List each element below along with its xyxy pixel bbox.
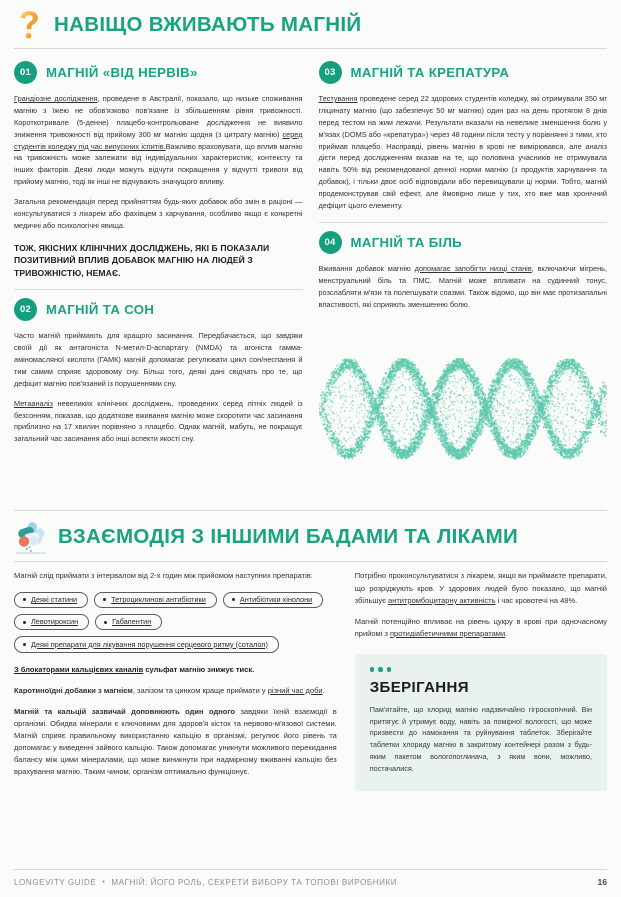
section-03-paragraph-1: Тестування проведене серед 22 здорових студентів коледжу, які отримували 350 мг гліцинату магнію (що забезпечує 50 мг магнію) один раз на день протягом 8 днів перед тестом на жим лежачи. Результати вказали на невелике зменшення болю у м'язах (DOMS або «крепатура») через 48 години після тесту у порівнянні з тими, хто приймав плацебо. Насправді, рівень магнію в крові не вимірювався, але аналіз дієти перед дослідженням вказав на те, що половина учасників не отримувала навіть 50% від рекомендованої денної норми магнію (з продуктів харчування та добавок), і тільки двоє осіб відповідали або перевищували ці норми. Тобто, магній продемонстрував свій ефект, але ймовірно лише у тих, хто вже мав хронічний дефіцит цього елементу. [318,94,607,211]
list-item[interactable] [223,592,323,608]
right-paragraph-2: Магній потенційно впливає на рівень цукру в крові при одночасному прийомі з протидіабетичними препаратами. [354,616,607,639]
section-title: МАГНІЙ «ВІД НЕРВІВ» [46,64,198,80]
interactions-right-column [355,570,607,790]
interactions-title: ВЗАЄМОДІЯ З ІНШИМИ БАДАМИ ТА ЛІКАМИ [58,525,518,549]
chip-label: Деякі статини [31,595,78,605]
dna-helix-illustration [319,324,608,492]
note-rest-part: сульфат магнію знижує тиск. [143,664,255,674]
section-02-paragraph-1: Часто магній приймають для кращого засинання. Передбачається, що завдяки своїй дії як антагоніста N-метил-D-аспартату (NMDA) та агоніста гамма-аміномасляної кислоти (ГАМК) магній допомагає регулювати цикл сон/неспання й тим самим сприяє здоровому сну. Більш того, деякі дані свідчать про те, що дефіцит магнію пов'язаний із порушеннями сну. [14,331,303,388]
note-calcium-blockers [14,664,337,676]
bullet-dot [104,621,107,624]
section-04-paragraph-1: Вживання добавок магнію допомагає запобігти низці станів, включаючи мігрень, менструальний біль та ПМС. Магній може впливати на судинний тонус, розслабляти м'язи та полегшувати спазми. Також відомо, що він має протизапальні властивості, які сприяють зменшенню болю. [318,263,607,309]
column-right [319,55,608,492]
footer-divider [14,869,607,870]
lower-columns [0,562,621,790]
bullet-dot [232,598,235,601]
section-number-badge: 01 [14,61,37,84]
right-paragraph-1: Потрібно проконсультуватися з лікарем, якщо ви приймаєте препарати, що розріджують кров. У здорових людей було показано, що магній збільшує антитромбоцитарну активність і час кровотечі на 48%. [354,571,607,605]
storage-card [355,654,607,791]
footer-brand: LONGEVITY GUIDE [14,878,97,887]
column-divider [319,222,608,223]
footer-subtitle: МАГНІЙ: ЙОГО РОЛЬ, СЕКРЕТИ ВИБОРУ ТА ТОПОВІ ВИРОБНИКИ [111,878,398,887]
section-title: МАГНІЙ ТА КРЕПАТУРА [350,64,510,80]
section-banner-interactions [0,511,621,561]
column-divider [14,289,303,290]
list-item[interactable] [14,592,88,608]
note-carotenoid: Каротиноїдні добавки з магнієм, залізом та цинком краще приймати у різний час доби. [14,685,325,695]
three-dots-icon [370,667,592,672]
question-mark-icon [14,8,44,42]
note-bold-part: Магній та кальцій зазвичай доповнюють один одного [14,706,235,716]
bullet-dot [23,643,26,646]
list-item[interactable] [14,636,279,652]
bullet-dot [23,621,26,624]
section-banner-why-magnesium [0,0,621,48]
section-title: МАГНІЙ ТА БІЛЬ [350,234,463,250]
section-number-badge: 04 [319,231,342,254]
upper-columns [0,49,621,492]
note-bold-part: Каротиноїдні добавки з магнієм [14,685,133,695]
section-title: МАГНІЙ ТА СОН [46,302,155,318]
footer-left [14,878,397,887]
section-header-01 [14,61,303,84]
storage-title: ЗБЕРІГАННЯ [369,678,469,696]
storage-body: Пам'ятайте, що хлорид магнію надзвичайно гігроскопічний. Він притягує й утримує воду, навіть за помірної вологості, що може призвести до намокання та руйнування таблеток. Зберігайте таблетки хлориду магнію в закритому контейнері разом з будь-яким пакетом вологопоглинача, з яким вони, можливо, постачалися. [369,704,592,774]
chip-label: Левотироксин [31,617,79,627]
note-calcium [14,706,337,779]
chip-label: Антибіотики хінолони [239,595,313,605]
section-01-statement: ТОЖ, ЯКІСНИХ КЛІНІЧНИХ ДОСЛІДЖЕНЬ, ЯКІ Б ПОКАЗАЛИ ПОЗИТИВНИЙ ВПЛИВ ДОБАВОК МАГНІЮ НА ЛЮДЕЙ З ТРИВОЖНІСТЮ, НЕМАЄ. [14,242,270,278]
section-02-paragraph-2: Метааналіз невеликих клінічних досліджень, проведених серед літніх людей із безсонням, показав, що додаткове вживання магнію може скоротити час засинання приблизно на 17 хвилин порівняно з плацебо. Однак магній, мабуть, не покращує загальний час засинання або інші аспекти якості сну. [14,398,303,444]
page-footer [14,869,607,887]
section-number-badge: 03 [319,61,342,84]
chip-label: Деякі препарати для лікування порушення серцевого ритму (соталол) [31,639,268,649]
interactions-left-column [14,570,337,787]
list-item[interactable] [95,614,162,630]
list-item[interactable] [14,614,89,630]
section-number-badge: 02 [14,298,37,321]
note-rest-part: завдяки їхній взаємодії в організмі. Обидва мінерали є ключовими для здоров'я кісток та нервово-м'язової системи. Магній сприяє правильному використанню кальцію в організмі, регулює його рівень та допомагає у виведенні зайвого кальцію. Також допомагає уникнути можливого перекидання балансу між цими мінералами, що може виникнути при надмірному вживанні кальцію без врахування магнію. Таким чином, організм оптимально функціонує. [14,706,337,777]
footer-separator: • [102,879,106,886]
chip-label: Тетроциклинові антибіотики [111,595,206,605]
section-header-02 [14,298,303,321]
chip-label: Габапентин [112,617,152,627]
section-header-03 [319,61,608,84]
section-header-04 [319,231,608,254]
interactions-intro: Магній слід приймати з інтервалом від 2-х годин між прийомом наступних препаратів: [14,571,313,581]
block-spacer [0,492,621,510]
bullet-dot [23,598,26,601]
list-item[interactable] [94,592,217,608]
page-title: НАВІЩО ВЖИВАЮТЬ МАГНІЙ [54,12,362,36]
bullet-dot [103,598,106,601]
section-01-paragraph-1: Грандіозне дослідження, проведене в Австралії, показало, що низьке споживання магнію з їжею не обов'язково пов'язане із збільшенням рівня тривожності. Короткотривале (5-денне) плацебо-контрольоване дослідження не виявило зниження тривожності від прийому 300 мг магнію щодня (з цитрату магнію) серед студентів коледжу під час випускних іспитів.Важливо враховувати, що вплив магнію на тривожність може залежати від індивідуальних характеристик, контексту та інших факторів. Деякі люди можуть відчути покращення у відчутті тривоги від прийому магнію, тоді як інші не відчувають значущого впливу. [14,94,303,187]
drug-chip-list [14,592,337,653]
column-left [14,55,303,455]
note-bold-part: З блокаторами кальцієвих каналів [14,664,144,674]
section-01-paragraph-2: Загальна рекомендація перед прийняттям будь-яких добавок або змін в раціоні — консультуватися з лікарем або фахівцем з харчування, особливо якщо є конкретні медичні або психологічні явища. [14,197,303,230]
footer-row [14,877,607,887]
pills-icon [14,519,48,555]
page-number: 16 [597,877,607,887]
